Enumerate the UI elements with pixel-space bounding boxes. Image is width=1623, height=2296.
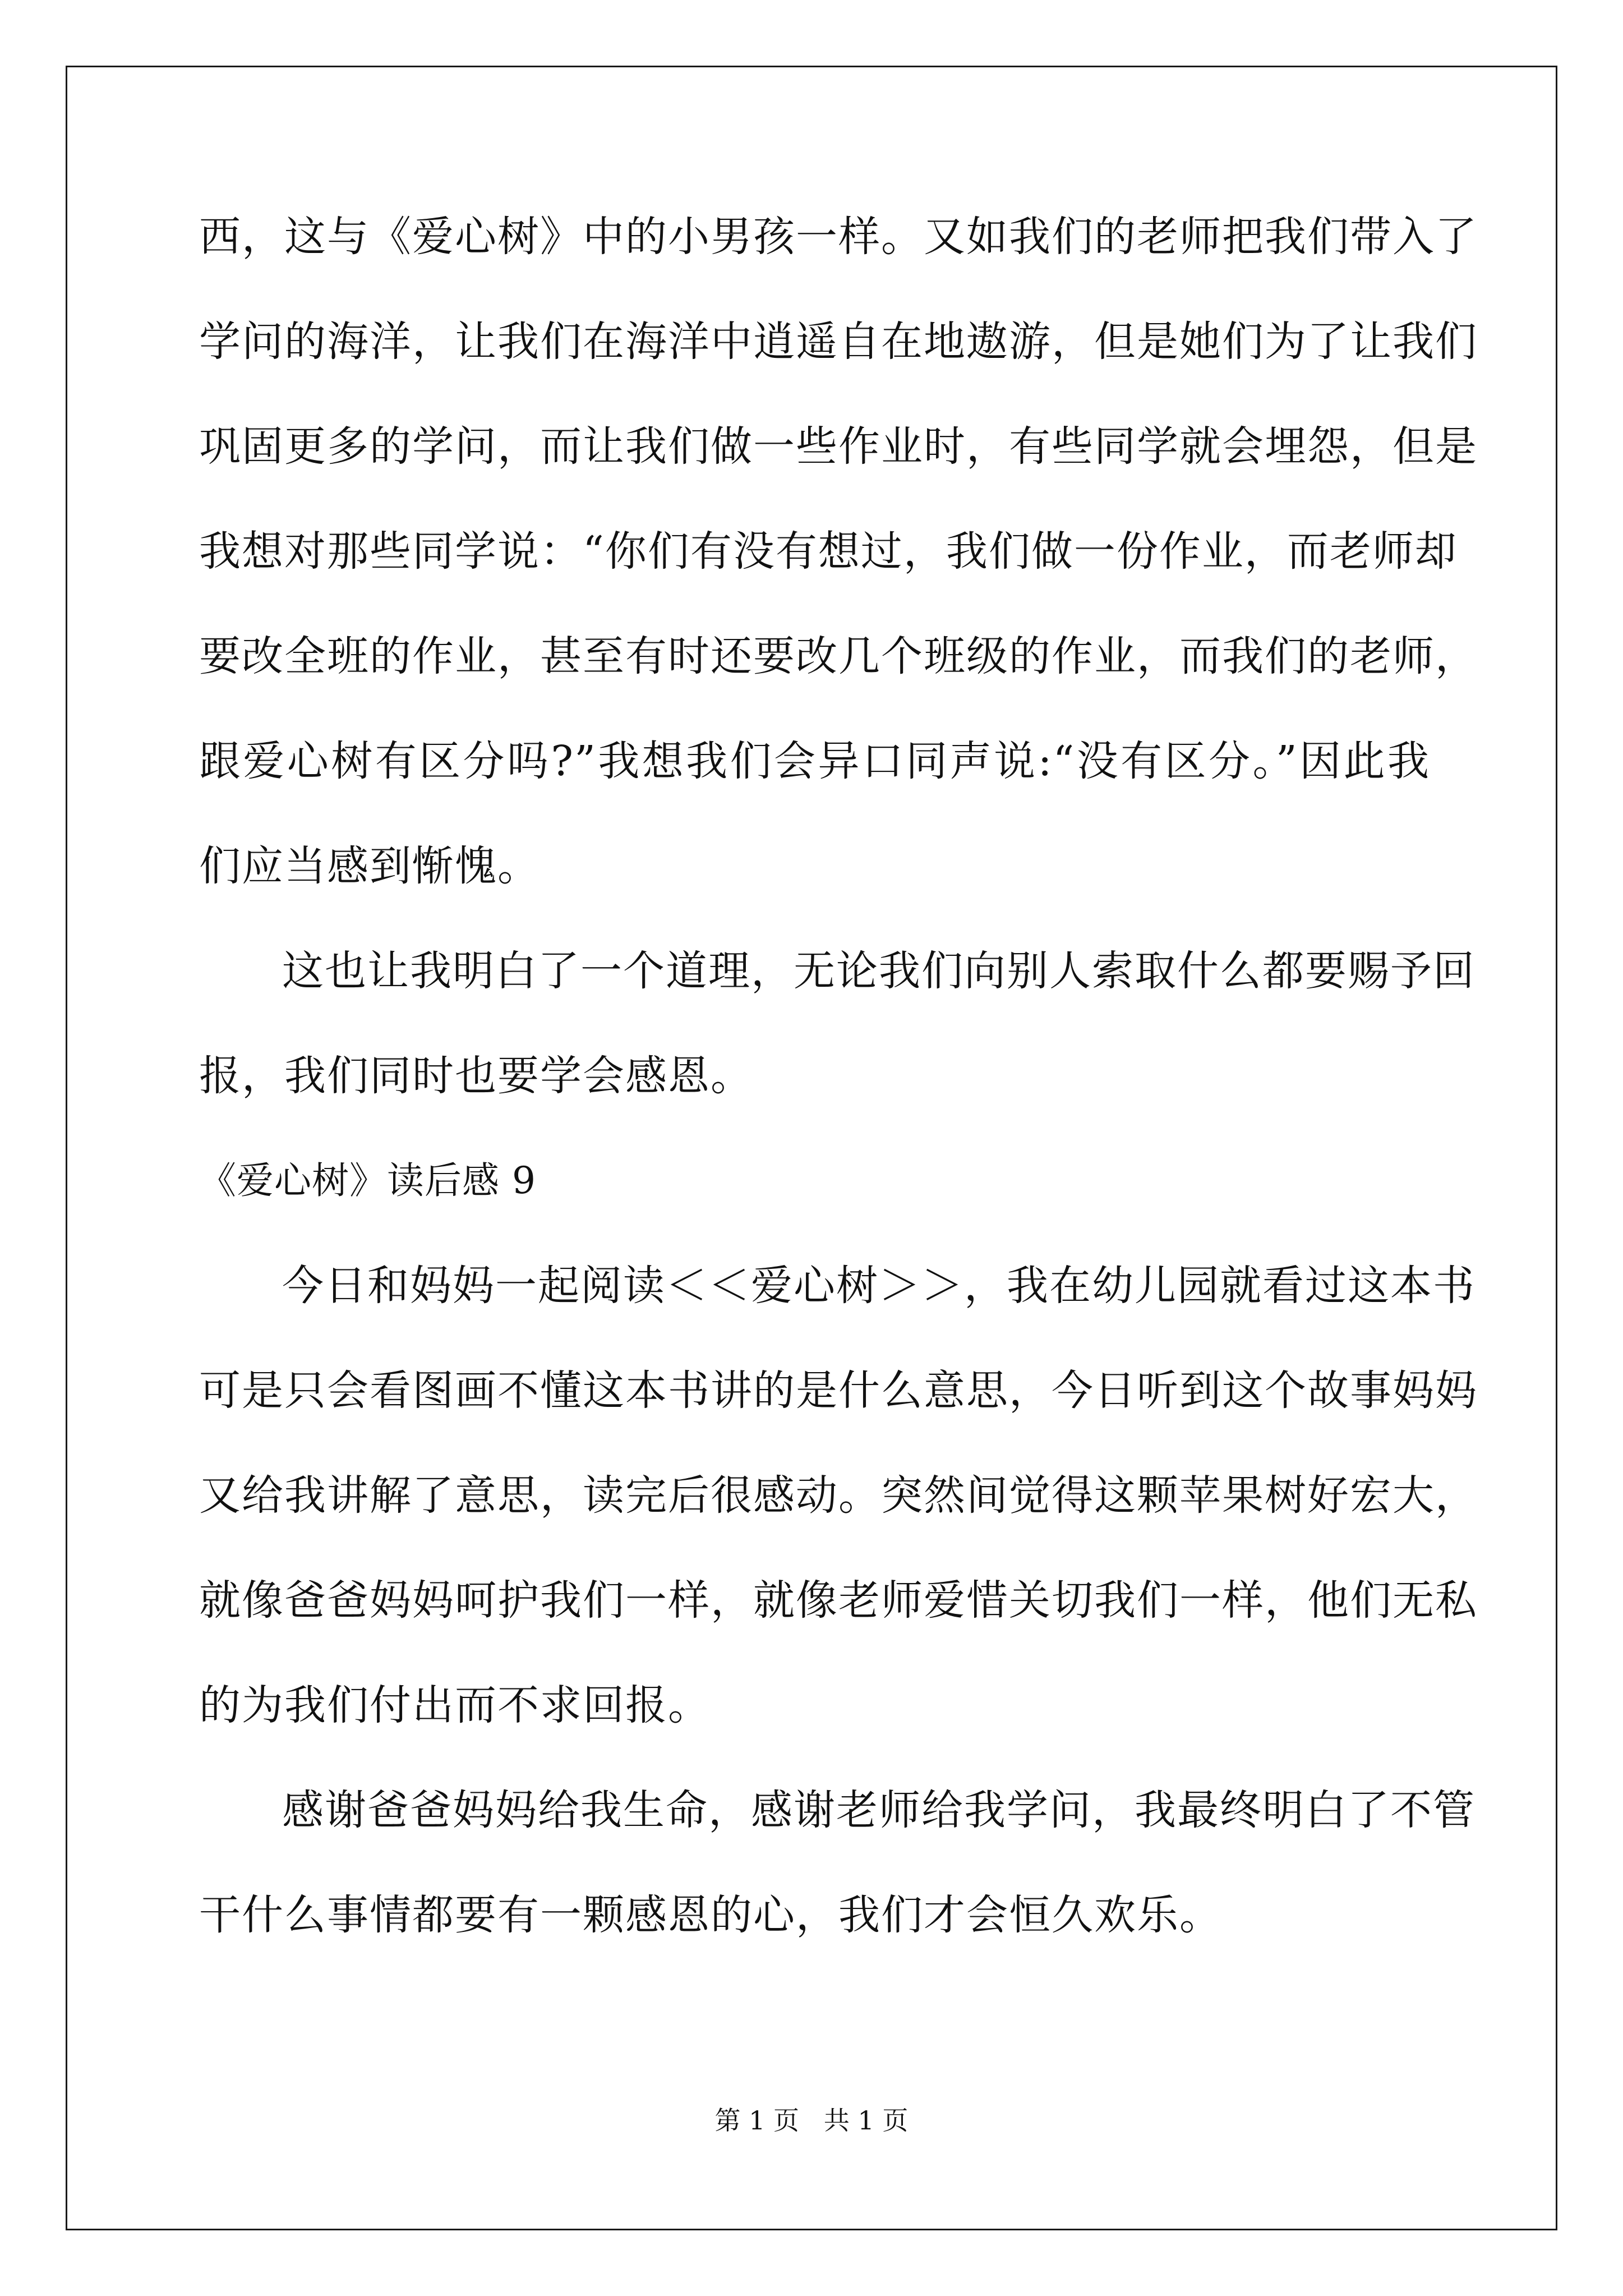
paragraph-line: 我想对那些同学说：“你们有没有想过，我们做一份作业，而老师却 (199, 527, 1458, 576)
paragraph-line: 们应当感到惭愧。 (199, 842, 540, 890)
paragraph-line: 报，我们同时也要学会感恩。 (199, 1052, 753, 1100)
paragraph-line: 巩固更多的学问，而让我们做一些作业时，有些同学就会埋怨，但是 (199, 422, 1478, 471)
paragraph-line: 的为我们付出而不求回报。 (199, 1681, 711, 1729)
paragraph-line: 干什么事情都要有一颗感恩的心，我们才会恒久欢乐。 (199, 1891, 1222, 1939)
page-number-footer: 第 1 页 共 1 页 (714, 2105, 909, 2136)
paragraph-line: 可是只会看图画不懂这本书讲的是什么意思，今日听到这个故事妈妈 (199, 1366, 1478, 1415)
paragraph-line: 今日和妈妈一起阅读＜＜爱心树＞＞，我在幼儿园就看过这本书 (282, 1262, 1476, 1310)
paragraph-line: 学问的海洋，让我们在海洋中逍遥自在地遨游，但是她们为了让我们 (199, 318, 1478, 366)
section-heading: 《爱心树》读后感 9 (199, 1159, 536, 1202)
paragraph-line: 西，这与《爱心树》中的小男孩一样。又如我们的老师把我们带入了 (199, 213, 1478, 261)
paragraph-line: 又给我讲解了意思，读完后很感动。突然间觉得这颗苹果树好宏大， (199, 1471, 1478, 1520)
paragraph-line: 跟爱心树有区分吗?”我想我们会异口同声说:“没有区分。”因此我 (199, 737, 1430, 785)
paragraph-line: 这也让我明白了一个道理，无论我们向别人索取什么都要赐予回 (282, 947, 1476, 995)
paragraph-line: 就像爸爸妈妈呵护我们一样，就像老师爱惜关切我们一样，他们无私 (199, 1576, 1478, 1625)
paragraph-line: 要改全班的作业，甚至有时还要改几个班级的作业，而我们的老师， (199, 632, 1478, 680)
paragraph-line: 感谢爸爸妈妈给我生命，感谢老师给我学问，我最终明白了不管 (282, 1786, 1476, 1834)
